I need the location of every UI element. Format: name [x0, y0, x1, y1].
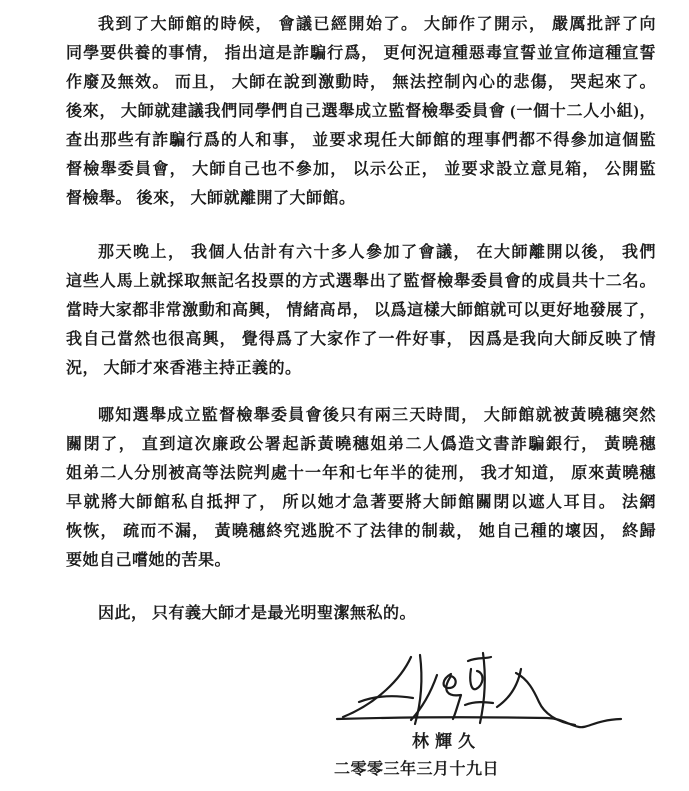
paragraph-2	[66, 238, 656, 383]
text-line: 哪知選舉成立監督檢舉委員會後只有兩三天時間， 大師館就被黃曉穗突然	[98, 407, 656, 424]
text-line: 督檢舉。 後來， 大師就離開了大師館。	[66, 190, 356, 207]
printed-signer-name: 林輝久	[412, 732, 481, 751]
text-line: 那天晚上， 我個人估計有六十多人參加了會議， 在大師離開以後， 我們	[98, 244, 656, 261]
text-line: 同學要供養的事情， 指出這是詐騙行爲， 更何況這種惡毒宣誓並宣佈這種宣誓	[66, 45, 656, 62]
text-line: 姐弟二人分別被高等法院判處十一年和七年半的徒刑， 我才知道， 原來黃曉穗	[66, 465, 656, 482]
paragraph-1	[66, 10, 656, 213]
text-line: 我到了大師館的時候， 會議已經開始了。 大師作了開示， 嚴厲批評了向	[98, 16, 656, 33]
text-line: 我自己當然也很高興， 覺得爲了大家作了一件好事， 因爲是我向大師反映了情	[66, 331, 656, 348]
paragraph-4-conclusion	[66, 599, 656, 628]
text-line: 督檢舉委員會， 大師自己也不參加， 以示公正， 並要求設立意見箱， 公開監	[66, 161, 656, 178]
text-line: 要她自己嚐她的苦果。	[66, 552, 232, 569]
text-line: 恢恢， 疏而不漏， 黃曉穗終究逃脫不了法律的制裁， 她自己種的壞因， 終歸	[66, 523, 656, 540]
text-line: 後來， 大師就建議我們同學們自己選舉成立監督檢舉委員會 (一個十二人小組)，	[66, 103, 656, 120]
text-line: 這些人馬上就採取無記名投票的方式選舉出了監督檢舉委員會的成員共十二名。	[66, 273, 656, 290]
text-line: 作廢及無效。 而且， 大師在說到激動時， 無法控制內心的悲傷， 哭起來了。	[66, 74, 656, 91]
signature-date: 二零零三年三月十九日	[334, 761, 500, 778]
handwritten-signature	[325, 645, 635, 740]
text-line: 因此， 只有義大師才是最光明聖潔無私的。	[98, 605, 417, 622]
text-line: 關閉了， 直到這次廉政公署起訴黃曉穗姐弟二人僞造文書詐騙銀行， 黃曉穗	[66, 436, 656, 453]
text-line: 況， 大師才來香港主持正義的。	[66, 360, 302, 377]
text-line: 早就將大師館私自抵押了， 所以她才急著要將大師館關閉以遮人耳目。 法網	[66, 494, 656, 511]
paragraph-3	[66, 401, 656, 575]
text-line: 當時大家都非常激動和高興， 情緒高昂， 以爲這樣大師館就可以更好地發展了，	[66, 302, 656, 319]
text-line: 查出那些有詐騙行爲的人和事， 並要求現任大師館的理事們都不得參加這個監	[66, 132, 656, 149]
